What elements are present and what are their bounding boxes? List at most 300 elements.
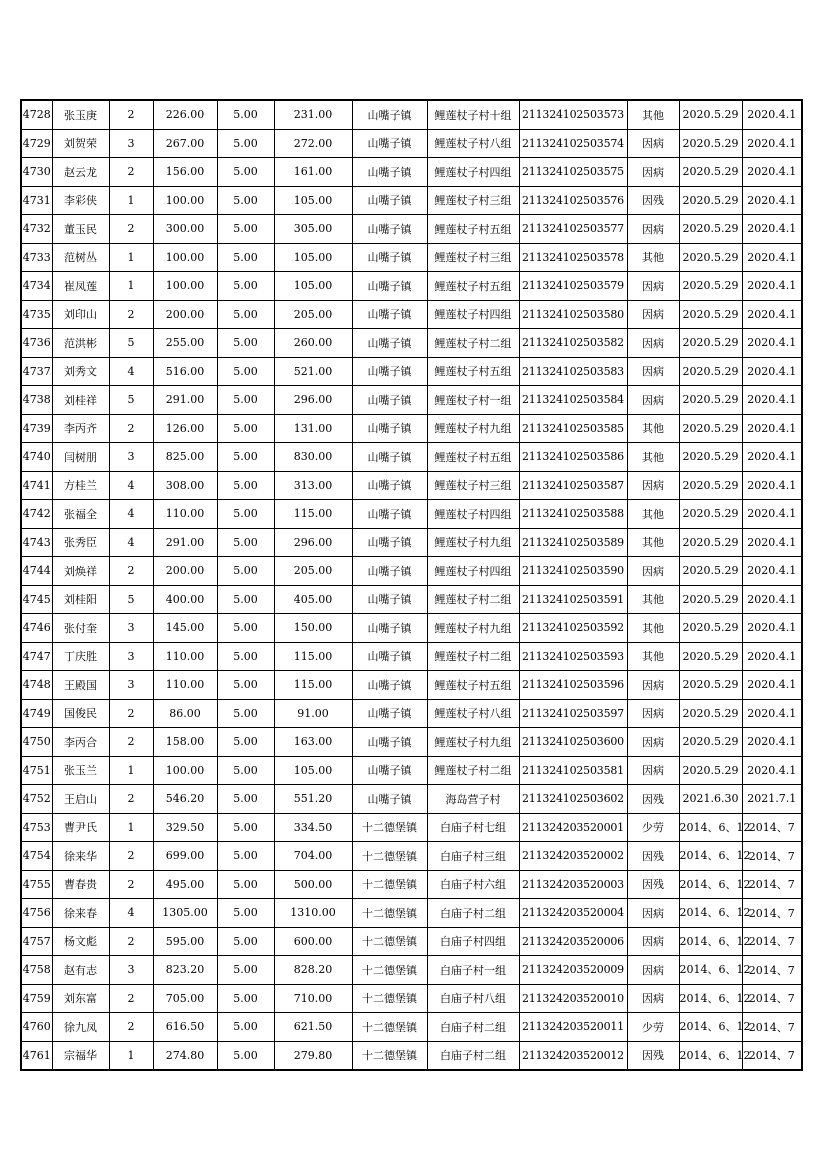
code-cell: 211324203520003 [519, 870, 627, 899]
extra-cell: 5.00 [217, 699, 274, 728]
name-cell: 徐九凤 [52, 1013, 109, 1042]
approval-date-cell: 2020.5.29 [679, 329, 742, 358]
reason-cell: 因病 [627, 557, 679, 586]
code-cell: 211324102503602 [519, 785, 627, 814]
reason-cell: 其他 [627, 443, 679, 472]
members-cell: 2 [109, 870, 153, 899]
reason-cell: 其他 [627, 585, 679, 614]
extra-cell: 5.00 [217, 272, 274, 301]
town-cell: 山嘴子镇 [352, 357, 427, 386]
table-row [21, 386, 802, 415]
approval-date-cell: 2020.5.29 [679, 471, 742, 500]
name-cell: 丁庆胜 [52, 642, 109, 671]
village-cell: 白庙子村二组 [427, 1041, 519, 1070]
town-cell: 十二德堡镇 [352, 870, 427, 899]
table-row [21, 500, 802, 529]
town-cell: 山嘴子镇 [352, 728, 427, 757]
name-cell: 徐来华 [52, 842, 109, 871]
code-cell: 211324102503586 [519, 443, 627, 472]
approval-date-cell: 2014、6、12 [679, 842, 742, 871]
village-cell: 鲤莲杖子村九组 [427, 414, 519, 443]
total-cell: 105.00 [274, 186, 352, 215]
name-cell: 宗福华 [52, 1041, 109, 1070]
reason-cell: 因病 [627, 956, 679, 985]
approval-date-cell: 2020.5.29 [679, 699, 742, 728]
amount-cell: 200.00 [153, 557, 217, 586]
extra-cell: 5.00 [217, 785, 274, 814]
members-cell: 2 [109, 984, 153, 1013]
code-cell: 211324102503582 [519, 329, 627, 358]
table-row [21, 842, 802, 871]
members-cell: 4 [109, 899, 153, 928]
town-cell: 山嘴子镇 [352, 243, 427, 272]
amount-cell: 267.00 [153, 129, 217, 158]
members-cell: 2 [109, 414, 153, 443]
village-cell: 鲤莲杖子村十组 [427, 100, 519, 129]
members-cell: 2 [109, 842, 153, 871]
code-cell: 211324102503577 [519, 215, 627, 244]
total-cell: 313.00 [274, 471, 352, 500]
amount-cell: 495.00 [153, 870, 217, 899]
table-row [21, 129, 802, 158]
start-date-cell: 2020.4.1 [742, 272, 802, 301]
approval-date-cell: 2014、6、12 [679, 870, 742, 899]
table-row [21, 642, 802, 671]
town-cell: 山嘴子镇 [352, 443, 427, 472]
members-cell: 2 [109, 215, 153, 244]
record-id-cell: 4729 [21, 129, 52, 158]
code-cell: 211324102503573 [519, 100, 627, 129]
record-id-cell: 4747 [21, 642, 52, 671]
table-row [21, 357, 802, 386]
town-cell: 十二德堡镇 [352, 984, 427, 1013]
code-cell: 211324203520010 [519, 984, 627, 1013]
reason-cell: 其他 [627, 414, 679, 443]
record-id-cell: 4736 [21, 329, 52, 358]
record-id-cell: 4756 [21, 899, 52, 928]
total-cell: 621.50 [274, 1013, 352, 1042]
total-cell: 231.00 [274, 100, 352, 129]
code-cell: 211324102503589 [519, 528, 627, 557]
members-cell: 3 [109, 129, 153, 158]
start-date-cell: 2020.4.1 [742, 528, 802, 557]
start-date-cell: 2021.7.1 [742, 785, 802, 814]
village-cell: 鲤莲杖子村九组 [427, 614, 519, 643]
table-row [21, 300, 802, 329]
total-cell: 600.00 [274, 927, 352, 956]
name-cell: 王殿国 [52, 671, 109, 700]
members-cell: 5 [109, 329, 153, 358]
village-cell: 白庙子村七组 [427, 813, 519, 842]
village-cell: 鲤莲杖子村九组 [427, 728, 519, 757]
members-cell: 2 [109, 1013, 153, 1042]
extra-cell: 5.00 [217, 100, 274, 129]
table-row [21, 528, 802, 557]
record-id-cell: 4731 [21, 186, 52, 215]
code-cell: 211324102503581 [519, 756, 627, 785]
code-cell: 211324102503580 [519, 300, 627, 329]
start-date-cell: 2020.4.1 [742, 671, 802, 700]
members-cell: 1 [109, 813, 153, 842]
village-cell: 白庙子村六组 [427, 870, 519, 899]
amount-cell: 110.00 [153, 642, 217, 671]
extra-cell: 5.00 [217, 557, 274, 586]
table-row [21, 870, 802, 899]
amount-cell: 100.00 [153, 186, 217, 215]
extra-cell: 5.00 [217, 756, 274, 785]
table-row [21, 927, 802, 956]
record-id-cell: 4733 [21, 243, 52, 272]
total-cell: 704.00 [274, 842, 352, 871]
reason-cell: 少劳 [627, 813, 679, 842]
extra-cell: 5.00 [217, 158, 274, 187]
code-cell: 211324102503600 [519, 728, 627, 757]
code-cell: 211324102503596 [519, 671, 627, 700]
reason-cell: 因病 [627, 215, 679, 244]
amount-cell: 595.00 [153, 927, 217, 956]
village-cell: 白庙子村一组 [427, 956, 519, 985]
reason-cell: 因病 [627, 927, 679, 956]
start-date-cell: 2020.4.1 [742, 243, 802, 272]
start-date-cell: 2020.4.1 [742, 756, 802, 785]
town-cell: 十二德堡镇 [352, 927, 427, 956]
record-id-cell: 4735 [21, 300, 52, 329]
name-cell: 崔凤莲 [52, 272, 109, 301]
approval-date-cell: 2020.5.29 [679, 100, 742, 129]
table-row [21, 243, 802, 272]
total-cell: 205.00 [274, 557, 352, 586]
record-id-cell: 4728 [21, 100, 52, 129]
reason-cell: 因病 [627, 728, 679, 757]
members-cell: 2 [109, 785, 153, 814]
reason-cell: 少劳 [627, 1013, 679, 1042]
town-cell: 山嘴子镇 [352, 329, 427, 358]
amount-cell: 329.50 [153, 813, 217, 842]
town-cell: 山嘴子镇 [352, 100, 427, 129]
start-date-cell: 2020.4.1 [742, 699, 802, 728]
extra-cell: 5.00 [217, 500, 274, 529]
amount-cell: 546.20 [153, 785, 217, 814]
code-cell: 211324203520006 [519, 927, 627, 956]
reason-cell: 因残 [627, 785, 679, 814]
approval-date-cell: 2020.5.29 [679, 500, 742, 529]
town-cell: 山嘴子镇 [352, 699, 427, 728]
start-date-cell: 2014、7 [742, 956, 802, 985]
town-cell: 十二德堡镇 [352, 842, 427, 871]
town-cell: 山嘴子镇 [352, 215, 427, 244]
total-cell: 296.00 [274, 386, 352, 415]
record-id-cell: 4751 [21, 756, 52, 785]
approval-date-cell: 2014、6、12 [679, 899, 742, 928]
name-cell: 国俊民 [52, 699, 109, 728]
name-cell: 范树丛 [52, 243, 109, 272]
reason-cell: 因残 [627, 1041, 679, 1070]
total-cell: 150.00 [274, 614, 352, 643]
code-cell: 211324203520004 [519, 899, 627, 928]
name-cell: 张付奎 [52, 614, 109, 643]
record-id-cell: 4748 [21, 671, 52, 700]
total-cell: 105.00 [274, 243, 352, 272]
table-row [21, 984, 802, 1013]
total-cell: 305.00 [274, 215, 352, 244]
start-date-cell: 2020.4.1 [742, 471, 802, 500]
extra-cell: 5.00 [217, 870, 274, 899]
reason-cell: 因病 [627, 272, 679, 301]
extra-cell: 5.00 [217, 813, 274, 842]
start-date-cell: 2020.4.1 [742, 585, 802, 614]
record-id-cell: 4740 [21, 443, 52, 472]
members-cell: 2 [109, 557, 153, 586]
village-cell: 鲤莲杖子村四组 [427, 158, 519, 187]
extra-cell: 5.00 [217, 842, 274, 871]
table-row [21, 728, 802, 757]
record-id-cell: 4754 [21, 842, 52, 871]
record-id-cell: 4745 [21, 585, 52, 614]
members-cell: 4 [109, 528, 153, 557]
name-cell: 刘焕祥 [52, 557, 109, 586]
village-cell: 鲤莲杖子村八组 [427, 699, 519, 728]
town-cell: 山嘴子镇 [352, 671, 427, 700]
village-cell: 鲤莲杖子村三组 [427, 471, 519, 500]
town-cell: 十二德堡镇 [352, 1013, 427, 1042]
village-cell: 鲤莲杖子村三组 [427, 243, 519, 272]
name-cell: 方桂兰 [52, 471, 109, 500]
record-id-cell: 4738 [21, 386, 52, 415]
start-date-cell: 2020.4.1 [742, 557, 802, 586]
table-row [21, 699, 802, 728]
code-cell: 211324102503593 [519, 642, 627, 671]
extra-cell: 5.00 [217, 243, 274, 272]
start-date-cell: 2020.4.1 [742, 100, 802, 129]
table-row [21, 471, 802, 500]
extra-cell: 5.00 [217, 671, 274, 700]
records-table [20, 99, 803, 1071]
extra-cell: 5.00 [217, 1041, 274, 1070]
total-cell: 272.00 [274, 129, 352, 158]
name-cell: 张玉庚 [52, 100, 109, 129]
village-cell: 鲤莲杖子村二组 [427, 642, 519, 671]
total-cell: 405.00 [274, 585, 352, 614]
reason-cell: 因病 [627, 671, 679, 700]
reason-cell: 因病 [627, 699, 679, 728]
reason-cell: 其他 [627, 642, 679, 671]
name-cell: 曹春贵 [52, 870, 109, 899]
reason-cell: 因病 [627, 158, 679, 187]
record-id-cell: 4758 [21, 956, 52, 985]
start-date-cell: 2014、7 [742, 842, 802, 871]
name-cell: 李丙合 [52, 728, 109, 757]
town-cell: 山嘴子镇 [352, 186, 427, 215]
extra-cell: 5.00 [217, 186, 274, 215]
members-cell: 1 [109, 186, 153, 215]
town-cell: 十二德堡镇 [352, 813, 427, 842]
amount-cell: 158.00 [153, 728, 217, 757]
total-cell: 91.00 [274, 699, 352, 728]
town-cell: 山嘴子镇 [352, 471, 427, 500]
table-row [21, 785, 802, 814]
total-cell: 500.00 [274, 870, 352, 899]
amount-cell: 110.00 [153, 671, 217, 700]
extra-cell: 5.00 [217, 471, 274, 500]
extra-cell: 5.00 [217, 728, 274, 757]
amount-cell: 291.00 [153, 386, 217, 415]
start-date-cell: 2020.4.1 [742, 443, 802, 472]
name-cell: 赵云龙 [52, 158, 109, 187]
code-cell: 211324102503590 [519, 557, 627, 586]
village-cell: 白庙子村二组 [427, 899, 519, 928]
total-cell: 105.00 [274, 272, 352, 301]
record-id-cell: 4757 [21, 927, 52, 956]
record-id-cell: 4761 [21, 1041, 52, 1070]
name-cell: 刘秀文 [52, 357, 109, 386]
approval-date-cell: 2020.5.29 [679, 671, 742, 700]
table-row [21, 443, 802, 472]
village-cell: 鲤莲杖子村五组 [427, 215, 519, 244]
village-cell: 白庙子村八组 [427, 984, 519, 1013]
table-row [21, 215, 802, 244]
approval-date-cell: 2020.5.29 [679, 243, 742, 272]
amount-cell: 126.00 [153, 414, 217, 443]
extra-cell: 5.00 [217, 300, 274, 329]
members-cell: 2 [109, 728, 153, 757]
record-id-cell: 4752 [21, 785, 52, 814]
members-cell: 3 [109, 614, 153, 643]
extra-cell: 5.00 [217, 414, 274, 443]
code-cell: 211324102503583 [519, 357, 627, 386]
village-cell: 海岛营子村 [427, 785, 519, 814]
record-id-cell: 4737 [21, 357, 52, 386]
extra-cell: 5.00 [217, 956, 274, 985]
village-cell: 鲤莲杖子村三组 [427, 186, 519, 215]
reason-cell: 其他 [627, 614, 679, 643]
record-id-cell: 4749 [21, 699, 52, 728]
total-cell: 828.20 [274, 956, 352, 985]
table-row [21, 557, 802, 586]
table-row [21, 329, 802, 358]
village-cell: 鲤莲杖子村五组 [427, 357, 519, 386]
total-cell: 830.00 [274, 443, 352, 472]
extra-cell: 5.00 [217, 984, 274, 1013]
reason-cell: 因病 [627, 300, 679, 329]
town-cell: 山嘴子镇 [352, 614, 427, 643]
record-id-cell: 4734 [21, 272, 52, 301]
start-date-cell: 2020.4.1 [742, 414, 802, 443]
approval-date-cell: 2020.5.29 [679, 215, 742, 244]
approval-date-cell: 2020.5.29 [679, 186, 742, 215]
members-cell: 3 [109, 642, 153, 671]
name-cell: 刘印山 [52, 300, 109, 329]
code-cell: 211324203520011 [519, 1013, 627, 1042]
reason-cell: 因残 [627, 186, 679, 215]
town-cell: 山嘴子镇 [352, 129, 427, 158]
start-date-cell: 2020.4.1 [742, 158, 802, 187]
start-date-cell: 2020.4.1 [742, 386, 802, 415]
members-cell: 1 [109, 1041, 153, 1070]
approval-date-cell: 2014、6、12 [679, 956, 742, 985]
village-cell: 白庙子村三组 [427, 842, 519, 871]
table-row [21, 186, 802, 215]
extra-cell: 5.00 [217, 528, 274, 557]
extra-cell: 5.00 [217, 215, 274, 244]
approval-date-cell: 2021.6.30 [679, 785, 742, 814]
name-cell: 闫树朋 [52, 443, 109, 472]
members-cell: 1 [109, 243, 153, 272]
record-id-cell: 4750 [21, 728, 52, 757]
name-cell: 赵有志 [52, 956, 109, 985]
town-cell: 山嘴子镇 [352, 386, 427, 415]
reason-cell: 因残 [627, 842, 679, 871]
record-id-cell: 4760 [21, 1013, 52, 1042]
village-cell: 鲤莲杖子村四组 [427, 500, 519, 529]
total-cell: 296.00 [274, 528, 352, 557]
approval-date-cell: 2014、6、12 [679, 813, 742, 842]
town-cell: 山嘴子镇 [352, 785, 427, 814]
reason-cell: 因病 [627, 129, 679, 158]
name-cell: 董玉民 [52, 215, 109, 244]
code-cell: 211324102503591 [519, 585, 627, 614]
reason-cell: 其他 [627, 100, 679, 129]
members-cell: 2 [109, 927, 153, 956]
name-cell: 李丙齐 [52, 414, 109, 443]
record-id-cell: 4730 [21, 158, 52, 187]
town-cell: 山嘴子镇 [352, 756, 427, 785]
members-cell: 3 [109, 443, 153, 472]
code-cell: 211324102503588 [519, 500, 627, 529]
amount-cell: 308.00 [153, 471, 217, 500]
members-cell: 3 [109, 671, 153, 700]
amount-cell: 226.00 [153, 100, 217, 129]
table-row [21, 671, 802, 700]
total-cell: 710.00 [274, 984, 352, 1013]
amount-cell: 400.00 [153, 585, 217, 614]
town-cell: 山嘴子镇 [352, 528, 427, 557]
reason-cell: 其他 [627, 528, 679, 557]
reason-cell: 因病 [627, 899, 679, 928]
code-cell: 211324102503585 [519, 414, 627, 443]
total-cell: 260.00 [274, 329, 352, 358]
start-date-cell: 2020.4.1 [742, 614, 802, 643]
table-row [21, 414, 802, 443]
extra-cell: 5.00 [217, 614, 274, 643]
name-cell: 杨文彪 [52, 927, 109, 956]
village-cell: 鲤莲杖子村二组 [427, 329, 519, 358]
approval-date-cell: 2014、6、12 [679, 984, 742, 1013]
approval-date-cell: 2020.5.29 [679, 414, 742, 443]
village-cell: 鲤莲杖子村四组 [427, 300, 519, 329]
name-cell: 王启山 [52, 785, 109, 814]
code-cell: 211324102503597 [519, 699, 627, 728]
amount-cell: 300.00 [153, 215, 217, 244]
approval-date-cell: 2020.5.29 [679, 300, 742, 329]
members-cell: 1 [109, 756, 153, 785]
village-cell: 鲤莲杖子村五组 [427, 272, 519, 301]
village-cell: 鲤莲杖子村一组 [427, 386, 519, 415]
reason-cell: 因病 [627, 357, 679, 386]
total-cell: 131.00 [274, 414, 352, 443]
reason-cell: 因残 [627, 870, 679, 899]
start-date-cell: 2014、7 [742, 1013, 802, 1042]
record-id-cell: 4759 [21, 984, 52, 1013]
table-row [21, 158, 802, 187]
extra-cell: 5.00 [217, 585, 274, 614]
reason-cell: 因病 [627, 756, 679, 785]
start-date-cell: 2020.4.1 [742, 186, 802, 215]
extra-cell: 5.00 [217, 129, 274, 158]
code-cell: 211324203520009 [519, 956, 627, 985]
members-cell: 4 [109, 471, 153, 500]
approval-date-cell: 2020.5.29 [679, 728, 742, 757]
start-date-cell: 2014、7 [742, 927, 802, 956]
